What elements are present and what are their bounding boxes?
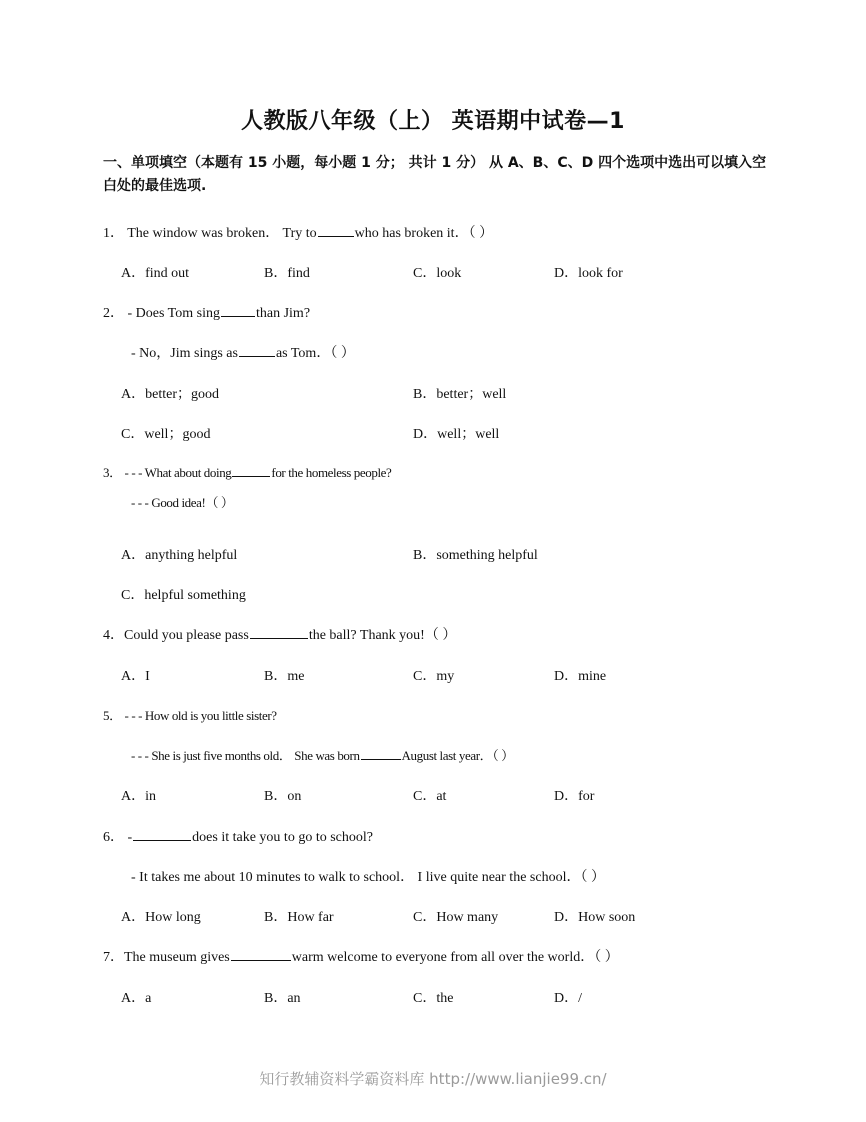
answer-blank <box>239 344 275 357</box>
exam-title: 人教版八年级（上） 英语期中试卷—1 <box>241 109 625 134</box>
q5-option-b: B．on <box>264 789 302 804</box>
q1-option-c: C．look <box>413 266 462 281</box>
question-2-stem-end: than Jim? <box>255 306 311 321</box>
question-3-stem: 3． - - - What about doing <box>103 465 232 480</box>
question-4 <box>103 624 456 644</box>
question-6-stem-end: does it take you to go to school? <box>192 830 373 845</box>
q6-option-a: A．How long <box>121 910 201 925</box>
question-7 <box>103 946 619 966</box>
answer-blank <box>318 224 354 237</box>
question-4-stem: 4．Could you please pass <box>103 628 249 643</box>
q4-option-d: D．mine <box>554 669 607 684</box>
q7-option-b: B．an <box>264 991 301 1006</box>
question-5-reply <box>131 745 514 764</box>
question-2 <box>103 302 310 322</box>
q6-option-b: B．How far <box>264 910 334 925</box>
answer-blank <box>221 304 255 317</box>
q4-option-b: B．me <box>264 669 305 684</box>
q3-option-c: C．helpful something <box>121 588 246 603</box>
question-2-reply-text: - No，Jim sings as <box>131 346 238 361</box>
answer-blank <box>231 948 291 961</box>
question-5-reply-end: August last year．（ ） <box>401 748 514 763</box>
q4-option-a: A．I <box>121 669 150 684</box>
question-3 <box>103 462 391 481</box>
question-7-stem: 7．The museum gives <box>103 950 230 965</box>
q3-option-a: A．anything helpful <box>121 548 238 563</box>
q7-option-c: C．the <box>413 991 454 1006</box>
question-4-stem-end: the ball? Thank you!（ ） <box>308 628 457 643</box>
question-6-reply: - It takes me about 10 minutes to walk to school． I live quite near the school．（ ） <box>131 870 605 885</box>
q5-option-d: D．for <box>554 789 595 804</box>
question-1-stem-end: who has broken it．（ ） <box>354 226 494 241</box>
answer-blank <box>361 747 401 760</box>
question-1 <box>103 222 493 242</box>
section-instructions: 一、单项填空（本题有 15 小题，每小题 1 分； 共计 1 分） 从 A、B、C、D 四个选项中选出可以填入空白处的最佳选项. <box>103 155 767 194</box>
q2-option-c: C．well；good <box>121 427 211 442</box>
question-1-stem: 1． The window was broken． Try to <box>103 226 317 241</box>
question-6 <box>103 826 373 846</box>
question-2-reply <box>131 342 355 362</box>
answer-blank <box>133 828 191 841</box>
q7-option-d: D．/ <box>554 991 582 1006</box>
q5-option-c: C．at <box>413 789 447 804</box>
question-5: 5． - - - How old is you little sister? <box>103 708 277 723</box>
footer-watermark: 知行教辅资料学霸资料库 http://www.lianjie99.cn/ <box>259 1070 607 1088</box>
q1-option-b: B．find <box>264 266 310 281</box>
question-6-stem: 6． - <box>103 830 133 845</box>
q4-option-c: C．my <box>413 669 455 684</box>
answer-blank <box>232 464 270 477</box>
question-3-reply: - - - Good idea!（ ） <box>131 495 234 510</box>
q3-option-b: B．something helpful <box>413 548 538 563</box>
q6-option-c: C．How many <box>413 910 499 925</box>
q7-option-a: A．a <box>121 991 152 1006</box>
question-2-reply-end: as Tom．（ ） <box>275 346 355 361</box>
question-3-stem-end: for the homeless people? <box>271 465 392 480</box>
q2-option-d: D．well；well <box>413 427 500 442</box>
q1-option-a: A．find out <box>121 266 190 281</box>
question-2-stem: 2． - Does Tom sing <box>103 306 220 321</box>
question-7-stem-end: warm welcome to everyone from all over the world．（ ） <box>291 950 619 965</box>
q6-option-d: D．How soon <box>554 910 636 925</box>
q5-option-a: A．in <box>121 789 156 804</box>
q1-option-d: D．look for <box>554 266 623 281</box>
question-5-reply-text: - - - She is just five months old． She was born <box>131 748 360 763</box>
q2-option-b: B．better；well <box>413 387 507 402</box>
answer-blank <box>250 626 308 639</box>
q2-option-a: A．better；good <box>121 387 219 402</box>
